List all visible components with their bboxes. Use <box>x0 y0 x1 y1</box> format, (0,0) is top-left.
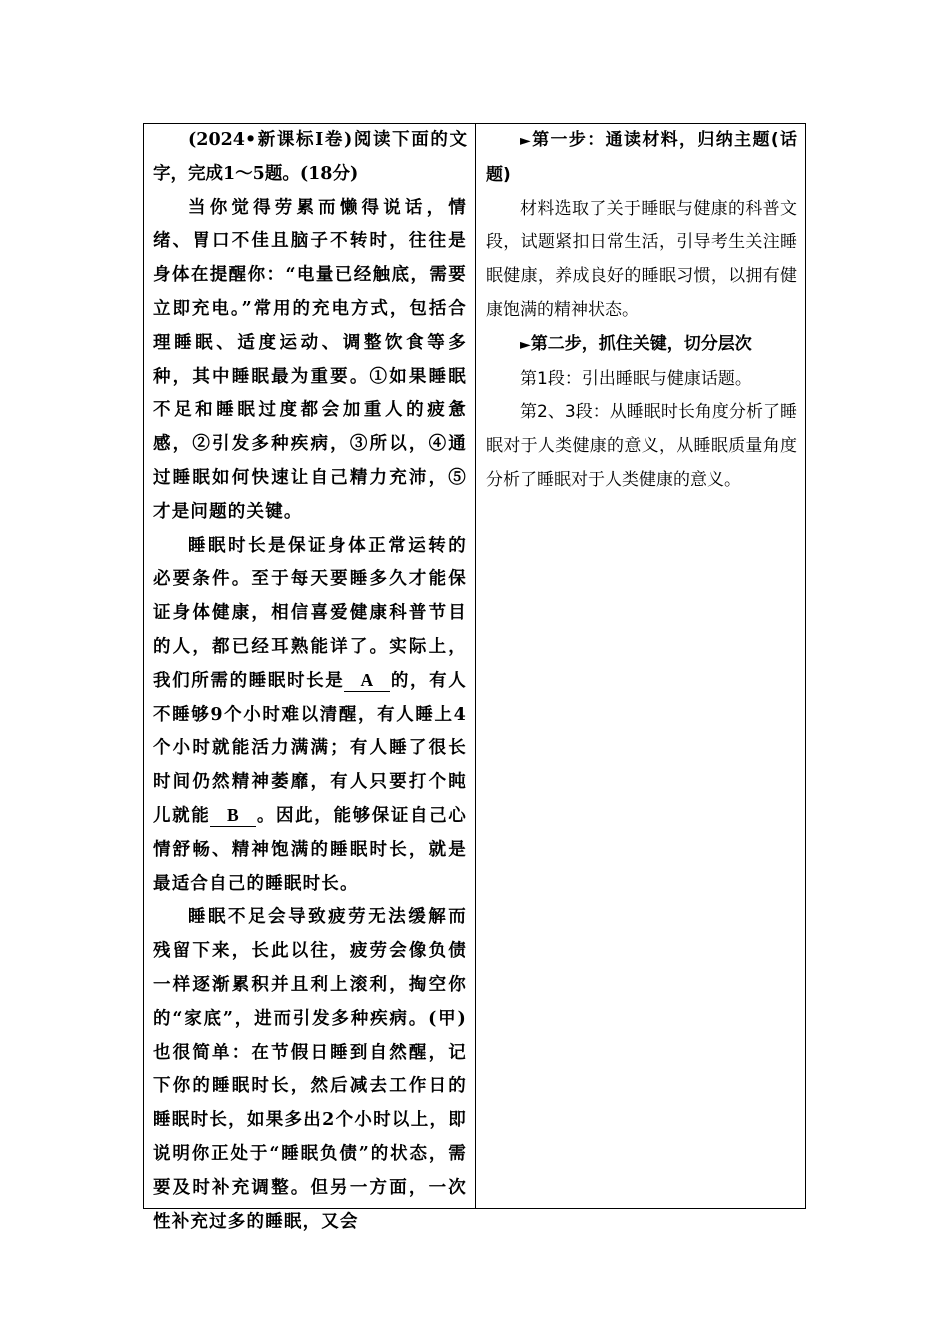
step-2-title: 第二步，抓住关键，切分层次 <box>530 333 752 354</box>
question-intro: (2024•新课标Ⅰ卷)阅读下面的文字，完成1～5题。(18分) <box>153 130 467 184</box>
passage-paragraph-1: 当你觉得劳累而懒得说话，情绪、胃口不佳且脑子不转时，往往是身体在提醒你：“电量已经触底，需要立即充电。”常用的充电方式，包括合理睡眠、适度运动、调整饮食等多种，其中睡眠最为重要。①如果睡眠不足和睡眠过度都会加重人的疲惫感，②引发多种疾病，③所以，④通过睡眠如何快速让自己精力充沛，⑤才是问题的关键。 <box>153 197 467 522</box>
passage-column <box>144 124 476 1232</box>
passage-paragraph-2-part-2: 的，有人不睡够9个小时难以清醒，有人睡上4个小时就能活力满满；有人睡了很长时间仍然精神萎靡，有人只要打个盹儿就能 <box>153 670 467 826</box>
triangle-arrow-icon: ► <box>520 133 531 149</box>
triangle-arrow-icon: ► <box>520 336 531 353</box>
passage-paragraph-3: 睡眠不足会导致疲劳无法缓解而残留下来，长此以往，疲劳会像负债一样逐渐累积并且利上滚利，掏空你的“家底”，进而引发多种疾病。(甲)也很简单：在节假日睡到自然醒，记下你的睡眠时长，然后减去工作日的睡眠时长，如果多出2个小时以上，即说明你正处于“睡眠负债”的状态，需要及时补充调整。但另一方面，一次性补充过多的睡眠，又会 <box>153 907 467 1232</box>
two-column-table <box>143 123 806 1232</box>
step-1-title: 第一步：通读材料，归纳主题(话题) <box>486 130 797 185</box>
passage-paragraph-2-part-3: 。因此，能够保证自己心情舒畅、精神饱满的睡眠时长，就是最适合自己的睡眠时长。 <box>153 805 467 894</box>
passage-paragraph-2-part-1: 睡眠时长是保证身体正常运转的必要条件。至于每天要睡多久才能保证身体健康，相信喜爱健康科普节目的人，都已经耳熟能详了。实际上，我们所需的睡眠时长是 <box>153 535 467 691</box>
step-1-heading <box>486 124 797 193</box>
analysis-column <box>476 124 805 1208</box>
passage-paragraph-2 <box>153 530 467 902</box>
step-2-heading <box>486 328 797 363</box>
blank-a: A <box>344 669 390 692</box>
paragraph-2-3-note: 第2、3段：从睡眠时长角度分析了睡眠对于人类健康的意义，从睡眠质量角度分析了睡眠对于人类健康的意义。 <box>486 402 797 490</box>
blank-b: B <box>210 804 256 827</box>
step-1-body: 材料选取了关于睡眠与健康的科普文段，试题紧扣日常生活，引导考生关注睡眠健康，养成良好的睡眠习惯，以拥有健康饱满的精神状态。 <box>486 198 797 320</box>
paragraph-1-note: 第1段：引出睡眠与健康话题。 <box>520 368 752 389</box>
